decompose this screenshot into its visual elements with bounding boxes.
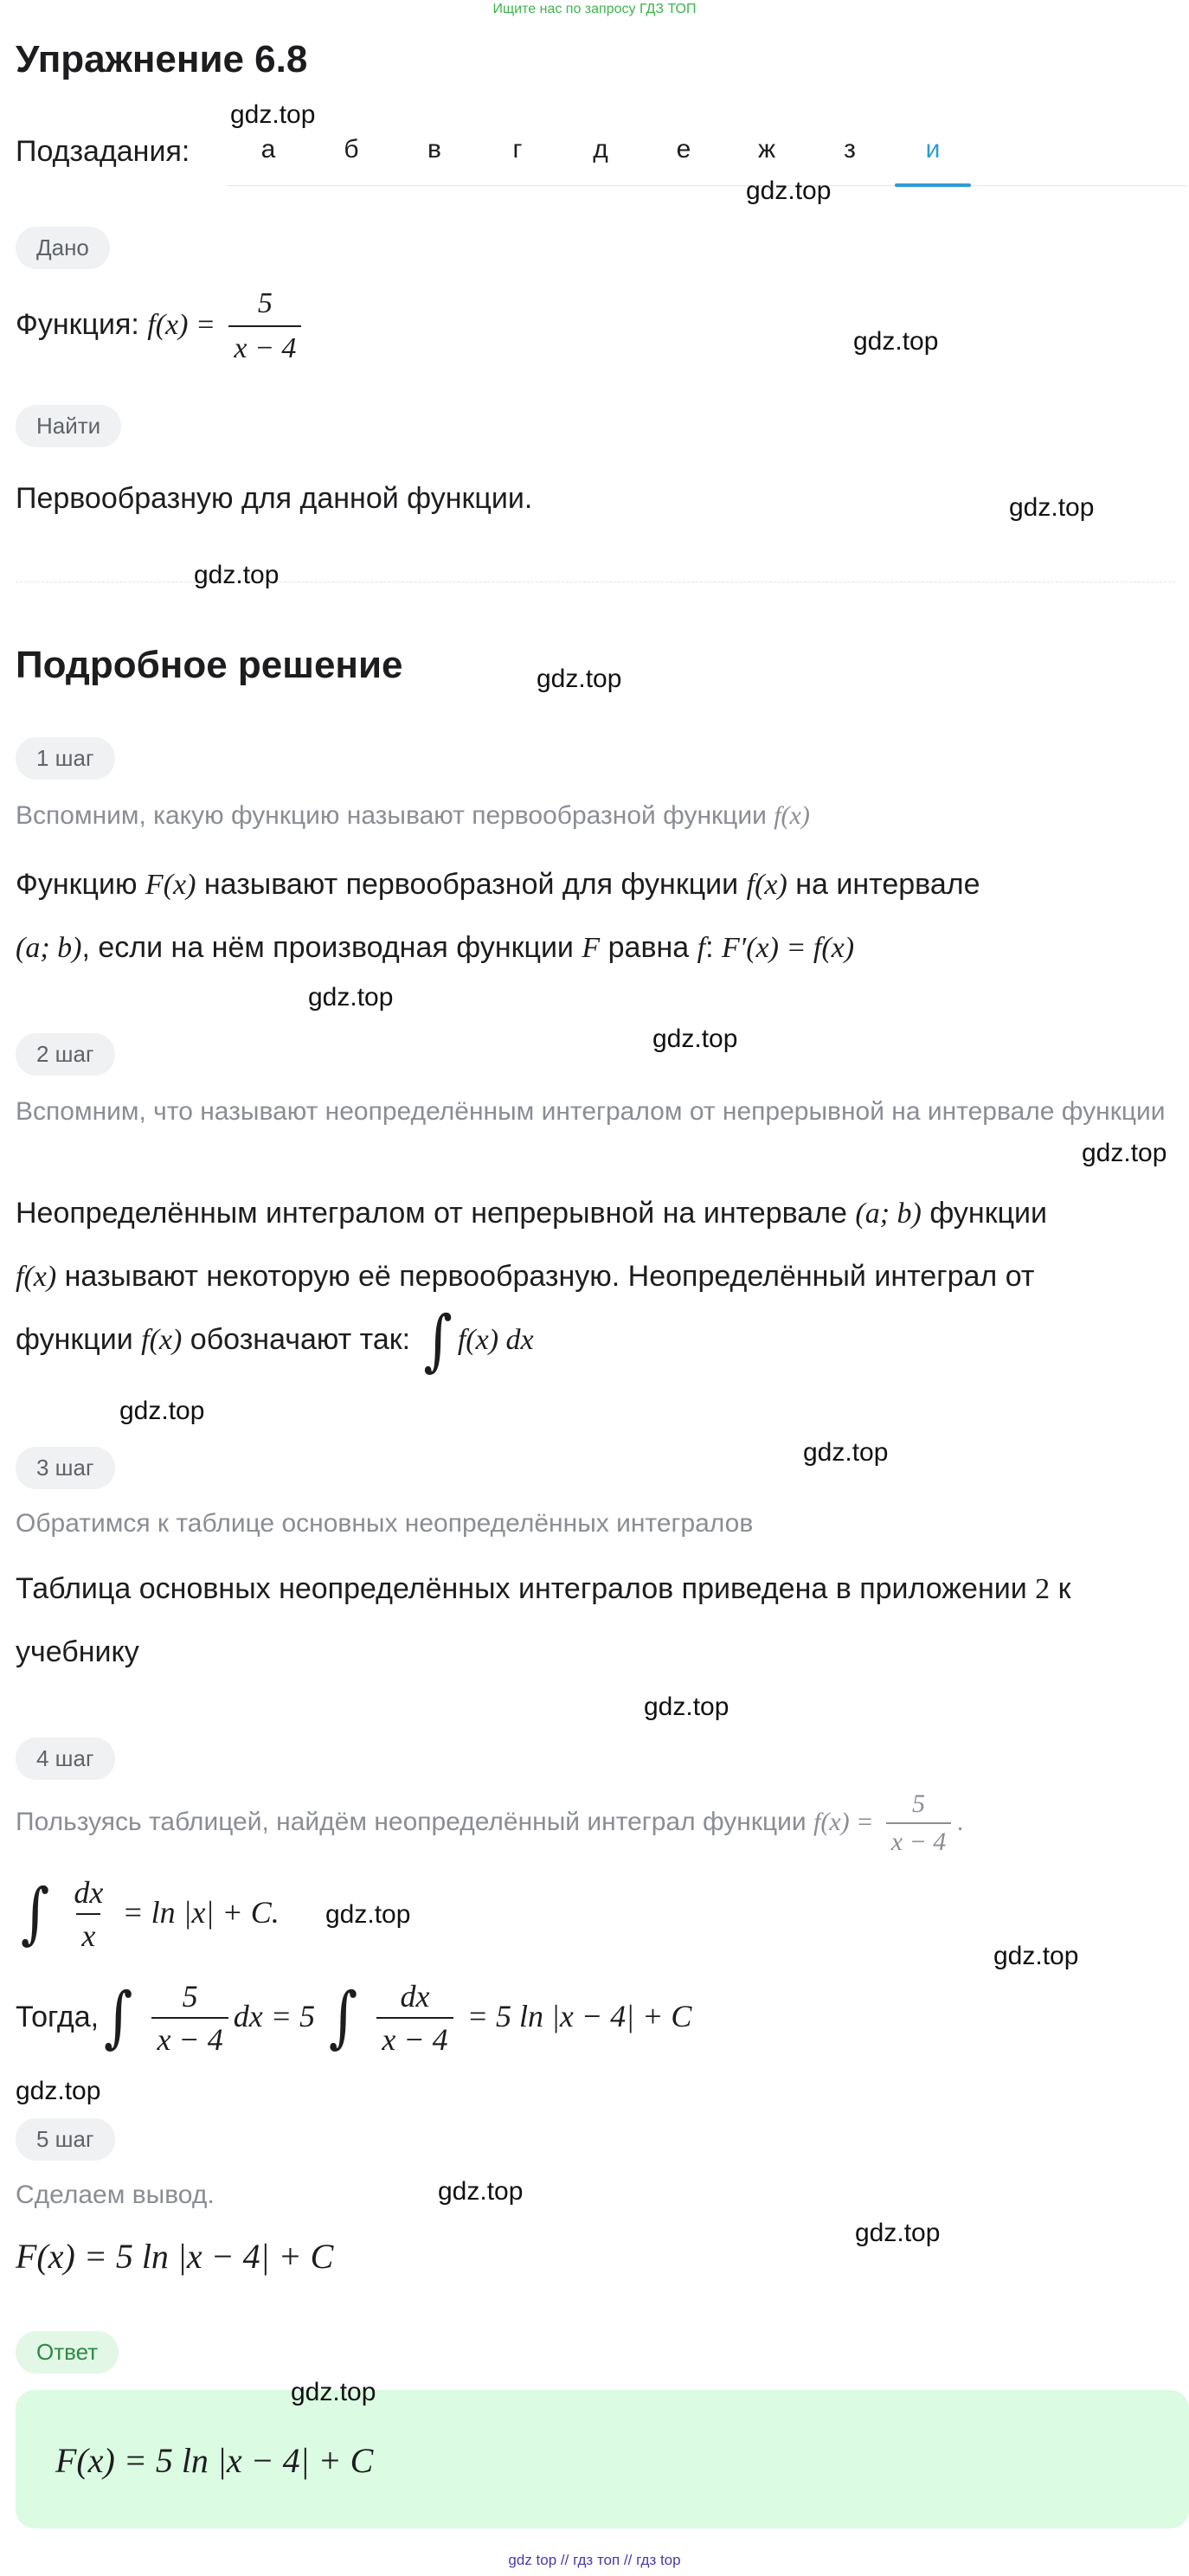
step-1-hint-text: Вспомним, какую функцию называют первообразной функции (16, 801, 767, 830)
step-2-math: f(x) dx (457, 1324, 534, 1356)
step-2-text: обозначают так: (190, 1323, 411, 1356)
tab-b[interactable]: б (344, 135, 359, 164)
numerator: dx (74, 1875, 104, 1911)
step-1-math: F(x) (145, 869, 196, 901)
step-1-body (16, 853, 1175, 980)
step-2-hint: Вспомним, что называют неопределённым интегралом от непрерывной на интервале функции (16, 1097, 1166, 1126)
watermark: gdz.top (1082, 1139, 1167, 1167)
watermark: gdz.top (230, 100, 316, 129)
watermark: gdz.top (993, 1942, 1079, 1970)
formula-rhs: = ln |x| + C. (122, 1895, 280, 1930)
find-text: Первообразную для данной функции. (16, 482, 533, 515)
integral-sign: ∫ (21, 1876, 50, 1953)
watermark: gdz.top (746, 177, 832, 205)
footer: gdz top // гдз топ // гдз top (508, 2552, 681, 2568)
step-5-hint: Сделаем вывод. (16, 2181, 215, 2209)
watermark: gdz.top (308, 983, 394, 1012)
watermark: gdz.top (644, 1693, 729, 1721)
formula-rhs: = 5 ln |x − 4| + C (466, 1999, 692, 2033)
watermark: gdz.top (537, 665, 622, 693)
step-3-math: 2 (1035, 1573, 1051, 1605)
step-3-hint: Обратимся к таблице основных неопределённых интегралов (16, 1509, 754, 1538)
watermark: gdz.top (119, 1397, 205, 1425)
step-2-text: функции (16, 1323, 133, 1356)
step-4-hint-text: Пользуясь таблицей, найдём неопределённый интеграл функции (16, 1807, 807, 1836)
step-3-text: Таблица основных неопределённых интегралов приведена в приложении (16, 1572, 1027, 1605)
find-badge: Найти (16, 405, 121, 447)
tab-g[interactable]: г (512, 135, 523, 164)
step-1-math: F′(x) = f(x) (722, 932, 855, 964)
tab-e[interactable]: е (676, 135, 691, 164)
step-4-formula-2 (16, 1973, 1175, 2060)
divider (16, 581, 1175, 582)
denominator: x − 4 (151, 2017, 228, 2057)
step-5-result: F(x) = 5 ln |x − 4| + C (16, 2237, 334, 2276)
tab-a[interactable]: а (260, 135, 276, 164)
step-2-badge: 2 шаг (16, 1033, 115, 1076)
given-fraction (228, 286, 301, 367)
top-hint: Ищите нас по запросу ГДЗ ТОП (492, 2, 697, 16)
tab-d[interactable]: д (593, 135, 608, 164)
integral-sign: ∫ (423, 1302, 453, 1380)
step-5-badge: 5 шаг (16, 2118, 115, 2161)
step-2-body (16, 1182, 1175, 1380)
step-2-text: функции (929, 1197, 1048, 1230)
given-denominator: x − 4 (228, 325, 301, 367)
watermark: gdz.top (803, 1438, 889, 1467)
step-4-hint-numerator: 5 (912, 1789, 926, 1818)
step-3-text: к (1057, 1572, 1071, 1605)
given-numerator: 5 (257, 287, 273, 320)
tab-i[interactable]: и (891, 130, 974, 185)
step-4-badge: 4 шаг (16, 1738, 115, 1780)
watermark: gdz.top (16, 2077, 101, 2105)
watermark: gdz.top (291, 2378, 376, 2406)
watermark: gdz.top (194, 561, 280, 589)
watermark: gdz.top (1009, 493, 1095, 522)
step-2-math: f(x) (141, 1324, 183, 1356)
watermark: gdz.top (652, 1025, 738, 1053)
watermark: gdz.top (438, 2177, 524, 2206)
step-1-text: , если на нём производная функции (81, 931, 574, 964)
step-4-hint-fraction (886, 1789, 952, 1857)
step-2-text: Неопределённым интегралом от непрерывной на интервале (16, 1197, 847, 1230)
watermark: gdz.top (325, 1900, 411, 1929)
answer-badge: Ответ (16, 2331, 119, 2374)
fraction-dx (376, 1979, 453, 2057)
given-badge: Дано (16, 227, 110, 269)
step-1-text: Функцию (16, 868, 138, 901)
answer-formula: F(x) = 5 ln |x − 4| + C (55, 2441, 374, 2480)
step-1-math: f (697, 932, 706, 964)
tab-zh[interactable]: ж (757, 135, 776, 164)
step-4-hint-lhs: f(x) = (813, 1807, 874, 1836)
then-label: Тогда, (16, 2001, 100, 2033)
step-1-text: на интервале (795, 868, 980, 901)
step-1-badge: 1 шаг (16, 737, 115, 780)
step-4-hint: Пользуясь таблицей, найдём неопределённый интеграл функции f(x) = $\frac{5}{x - 4}$ . (16, 1789, 964, 1856)
step-3-text: учебнику (16, 1635, 139, 1668)
step-2-math: f(x) (16, 1261, 57, 1293)
watermark: gdz.top (853, 327, 939, 356)
step-4-hint-denominator: x − 4 (886, 1822, 952, 1857)
step-2-math: (a; b) (855, 1198, 922, 1230)
watermark: gdz.top (855, 2219, 941, 2247)
given-prefix: Функция: (16, 308, 139, 341)
step-1-math: (a; b) (16, 932, 82, 964)
step-1-math: f(x) (746, 869, 787, 901)
numerator: dx (400, 1979, 430, 2014)
integral-sign: ∫ (329, 1980, 358, 2057)
step-3-badge: 3 шаг (16, 1447, 115, 1489)
step-1-text: : (705, 931, 714, 964)
tab-v[interactable]: в (427, 135, 441, 164)
denominator: x − 4 (376, 2017, 453, 2057)
step-1-text: равна (607, 931, 690, 964)
step-1-hint (16, 796, 1175, 836)
integral-sign: ∫ (104, 1980, 133, 2057)
step-1-hint-math: f(x) (774, 801, 810, 830)
denominator: x (76, 1913, 100, 1953)
subtasks-tabs (227, 130, 1187, 186)
subtasks-label: Подзадания: (16, 135, 190, 168)
step-3-body (16, 1558, 1175, 1683)
answer-box (16, 2390, 1189, 2528)
numerator: 5 (182, 1979, 198, 2014)
step-1-math: F (582, 932, 601, 964)
formula-mid: dx = 5 (233, 1999, 316, 2033)
fraction-5 (151, 1979, 228, 2057)
given-lhs: f(x) = (147, 309, 215, 341)
step-2-text: называют некоторую её первообразную. Неопределённый интеграл от (64, 1260, 1035, 1293)
fraction-dx-x (68, 1875, 108, 1953)
solution-heading: Подробное решение (16, 644, 403, 686)
page-title: Упражнение 6.8 (16, 38, 308, 80)
tab-z[interactable]: з (844, 135, 856, 164)
step-1-text: называют первообразной для функции (203, 868, 739, 901)
given-function (16, 277, 1175, 373)
